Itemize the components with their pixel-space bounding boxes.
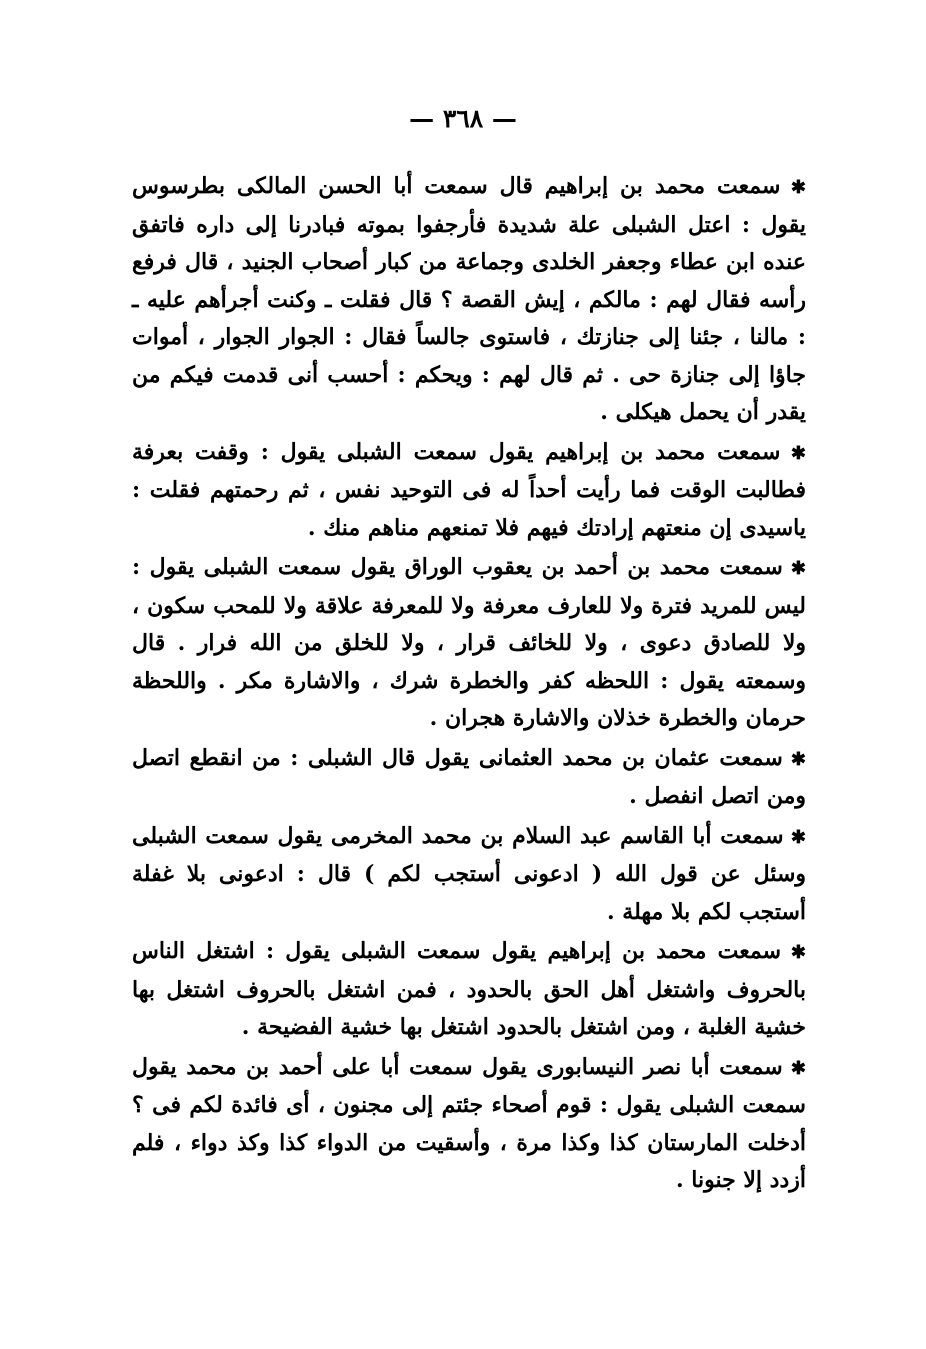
paragraph-4: ✱ سمعت عثمان بن محمد العثمانى يقول قال الشبلى : من انقطع اتصل ومن اتصل انفصل . bbox=[132, 740, 806, 816]
paragraph-3: ✱ سمعت محمد بن أحمد بن يعقوب الوراق يقول سمعت الشبلى يقول : ليس للمريد فترة ولا للعارف معرفة ولا للمعرفة علاقة ولا للمحب سكون ، ولا للصادق دعوى ، ولا للخائف قرار ، ولا للخلق من الله فرار . قال وسمعته يقول : اللحظه كفر والخطرة شرك ، والاشارة مكر . واللحظة حرمان والخطرة خذلان والاشارة هجران . bbox=[132, 549, 806, 738]
paragraph-1: ✱ سمعت محمد بن إبراهيم قال سمعت أبا الحسن المالكى بطرسوس يقول : اعتل الشبلى علة شديدة فأرجفوا بموته فبادرنا إلى داره فاتفق عنده ابن عطاء وجعفر الخلدى وجماعة من كبار أصحاب الجنيد ، قال فرفع رأسه فقال لهم : مالكم ، إيش القصة ؟ قال فقلت ـ وكنت أجرأهم عليه ـ : مالنا ، جئنا إلى جنازتك ، فاستوى جالساً فقال : الجوار الجوار ، أموات جاؤا إلى جنازة حى . ثم قال لهم : ويحكم : أحسب أنى قدمت فيكم من يقدر أن يحمل هيكلى . bbox=[132, 168, 806, 432]
paragraph-7: ✱ سمعت أبا نصر النيسابورى يقول سمعت أبا على أحمد بن محمد يقول سمعت الشبلى يقول : قوم أصحاء جئتم إلى مجنون ، أى فائدة لكم فى ؟ أدخلت المارستان كذا وكذا مرة ، وأسقيت من الدواء كذا وكذ دواء ، فلم أزدد إلا جنونا . bbox=[132, 1049, 806, 1200]
paragraph-2: ✱ سمعت محمد بن إبراهيم يقول سمعت الشبلى يقول : وقفت بعرفة فطالبت الوقت فما رأيت أحداً له فى التوحيد نفس ، ثم رحمتهم فقلت : ياسيدى إن منعتهم إرادتك فيهم فلا تمنعهم مناهم منك . bbox=[132, 434, 806, 548]
paragraph-5: ✱ سمعت أبا القاسم عبد السلام بن محمد المخرمى يقول سمعت الشبلى وسئل عن قول الله ( ادعونى أستجب لكم ) قال : ادعونى بلا غفلة أستجب لكم بلا مهلة . bbox=[132, 818, 806, 932]
page-number: — ٣٦٨ — bbox=[409, 104, 517, 133]
paragraph-6: ✱ سمعت محمد بن إبراهيم يقول سمعت الشبلى يقول : اشتغل الناس بالحروف واشتغل أهل الحق بالحدود ، فمن اشتغل بالحروف اشتغل بها خشية الغلبة ، ومن اشتغل بالحدود اشتغل بها خشية الفضيحة . bbox=[132, 933, 806, 1047]
page-body bbox=[132, 168, 806, 1202]
